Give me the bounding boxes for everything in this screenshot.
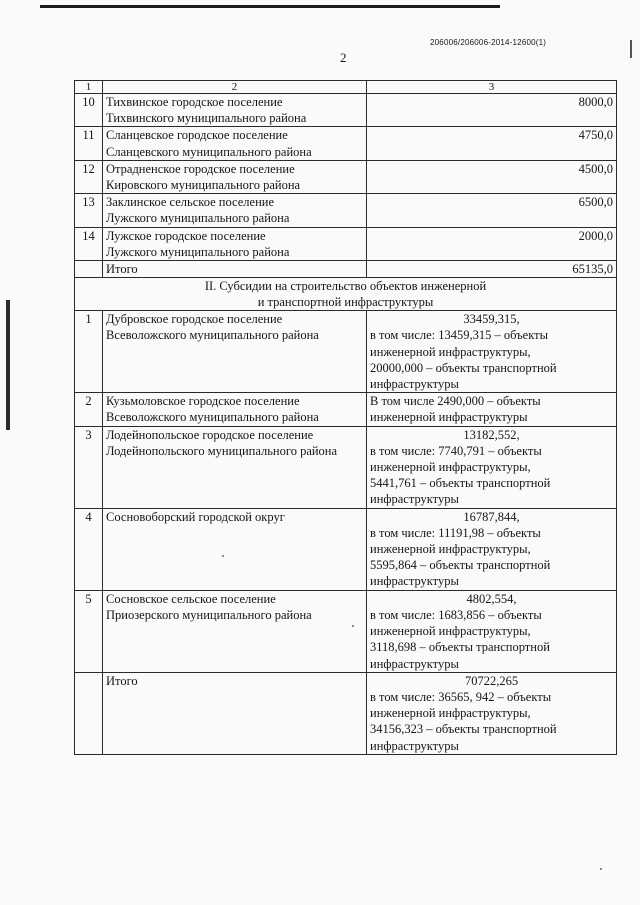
subsidy-value: 4750,0 (367, 127, 617, 160)
breakdown-line-1: в том числе: 36565, 942 – объекты (370, 689, 552, 704)
row-number: 12 (75, 160, 103, 193)
municipality-line-2: Тихвинского муниципального района (106, 111, 307, 126)
municipality-line-2: Приозерского муниципального района (106, 607, 312, 622)
breakdown-line-1: в том числе: 13459,315 – объекты (370, 328, 548, 343)
row-number: 13 (75, 194, 103, 227)
breakdown-line-2: инженерной инфраструктуры, (370, 542, 531, 557)
municipality-name (103, 227, 367, 260)
municipality-line-2: Лодейнопольского муниципального района (106, 443, 338, 458)
municipality-line-1: Лодейнопольское городское поселение (106, 427, 314, 442)
section-heading-line-2: и транспортной инфраструктуры (257, 295, 434, 310)
total-label: Итого (103, 672, 367, 754)
municipality-line-1: Кузьмоловское городское поселение (106, 394, 300, 409)
subsidy-amount: 16787,844, (463, 509, 520, 524)
municipality-line-1: Дубровское городское поселение (106, 312, 283, 327)
table-row (75, 311, 617, 393)
municipality-line-1: Сосновское сельское поселение (106, 591, 276, 606)
row-number: 3 (75, 426, 103, 508)
row-number: 11 (75, 127, 103, 160)
subsidy-amount: 4802,554, (466, 591, 517, 606)
subsidy-breakdown (367, 426, 617, 508)
municipality-name (103, 426, 367, 508)
document-id: 206006/206006-2014-12600(1) (430, 38, 547, 47)
total-row (75, 672, 617, 754)
breakdown-line-1: В том числе 2490,000 – объекты (370, 394, 541, 409)
table-header-row (75, 81, 617, 94)
breakdown-line-2: инженерной инфраструктуры, (370, 706, 531, 721)
row-number: 4 (75, 508, 103, 590)
breakdown-line-3: 20000,000 – объекты транспортной (370, 360, 557, 375)
municipality-line-2: Всеволожского муниципального района (106, 328, 319, 343)
section-heading (75, 278, 617, 311)
municipality-name (103, 194, 367, 227)
scan-artifact-top (40, 5, 500, 8)
table-row (75, 393, 617, 426)
subsidy-value: 6500,0 (367, 194, 617, 227)
subsidy-table (74, 80, 617, 755)
breakdown-line-4: инфраструктуры (370, 377, 459, 392)
breakdown-line-4: инфраструктуры (370, 574, 459, 589)
subsidy-value: 2000,0 (367, 227, 617, 260)
row-number: 14 (75, 227, 103, 260)
subsidy-value: 8000,0 (367, 94, 617, 127)
page-number: 2 (340, 50, 347, 65)
municipality-name (103, 127, 367, 160)
breakdown-line-2: инженерной инфраструктуры (370, 410, 528, 425)
column-number-1: 1 (75, 81, 103, 94)
scan-speck (600, 868, 602, 870)
scan-speck (222, 555, 224, 557)
total-value: 65135,0 (367, 261, 617, 278)
table-row (75, 227, 617, 260)
subsidy-breakdown (367, 311, 617, 393)
breakdown-line-2: инженерной инфраструктуры, (370, 460, 531, 475)
column-number-2: 2 (103, 81, 367, 94)
municipality-line-1: Заклинское сельское поселение (106, 195, 275, 210)
municipality-name (103, 508, 367, 590)
municipality-line-2: Кировского муниципального района (106, 178, 301, 193)
municipality-line-2: Сланцевского муниципального района (106, 144, 312, 159)
table-row (75, 94, 617, 127)
row-number: 10 (75, 94, 103, 127)
section-heading-row (75, 278, 617, 311)
table-row (75, 127, 617, 160)
table-row (75, 426, 617, 508)
total-amount: 70722,265 (464, 673, 519, 688)
empty-cell (75, 672, 103, 754)
column-number-3: 3 (367, 81, 617, 94)
table-row (75, 508, 617, 590)
municipality-line-1: Лужское городское поселение (106, 228, 266, 243)
municipality-name (103, 590, 367, 672)
subsidy-value: 4500,0 (367, 160, 617, 193)
breakdown-line-1: в том числе: 1683,856 – объекты (370, 607, 542, 622)
municipality-name (103, 393, 367, 426)
municipality-line-1: Тихвинское городское поселение (106, 95, 283, 109)
scan-artifact-left (6, 300, 10, 430)
subsidy-breakdown (367, 590, 617, 672)
table-row (75, 160, 617, 193)
table-row (75, 590, 617, 672)
total-breakdown (367, 672, 617, 754)
table-row (75, 194, 617, 227)
breakdown-line-2: инженерной инфраструктуры, (370, 624, 531, 639)
breakdown-line-1: в том числе: 7740,791 – объекты (370, 443, 542, 458)
breakdown-line-1: в том числе: 11191,98 – объекты (370, 525, 541, 540)
row-number: 2 (75, 393, 103, 426)
breakdown-line-3: 5595,864 – объекты транспортной (370, 558, 551, 573)
subsidy-amount: 33459,315, (463, 312, 520, 327)
subsidy-amount: 13182,552, (463, 427, 520, 442)
total-row (75, 261, 617, 278)
municipality-name (103, 94, 367, 127)
total-label: Итого (103, 261, 367, 278)
municipality-name (103, 160, 367, 193)
breakdown-line-4: инфраструктуры (370, 656, 459, 671)
breakdown-line-4: инфраструктуры (370, 738, 459, 753)
municipality-line-2: Лужского муниципального района (106, 244, 290, 259)
section-heading-line-1: II. Субсидии на строительство объектов инженерной (204, 279, 487, 294)
municipality-line-1: Отрадненское городское поселение (106, 161, 295, 176)
breakdown-line-3: 5441,761 – объекты транспортной (370, 476, 551, 491)
municipality-line-1: Сосновоборский городской округ (106, 509, 285, 524)
breakdown-line-4: инфраструктуры (370, 492, 459, 507)
empty-cell (75, 261, 103, 278)
scan-speck (352, 625, 354, 627)
subsidy-breakdown (367, 393, 617, 426)
municipality-name (103, 311, 367, 393)
row-number: 5 (75, 590, 103, 672)
breakdown-line-2: инженерной инфраструктуры, (370, 344, 531, 359)
row-number: 1 (75, 311, 103, 393)
municipality-line-1: Сланцевское городское поселение (106, 128, 288, 143)
scan-artifact-mark (630, 40, 632, 58)
municipality-line-2: Всеволожского муниципального района (106, 410, 319, 425)
subsidy-breakdown (367, 508, 617, 590)
breakdown-line-3: 34156,323 – объекты транспортной (370, 722, 557, 737)
municipality-line-2: Лужского муниципального района (106, 211, 290, 226)
breakdown-line-3: 3118,698 – объекты транспортной (370, 640, 550, 655)
